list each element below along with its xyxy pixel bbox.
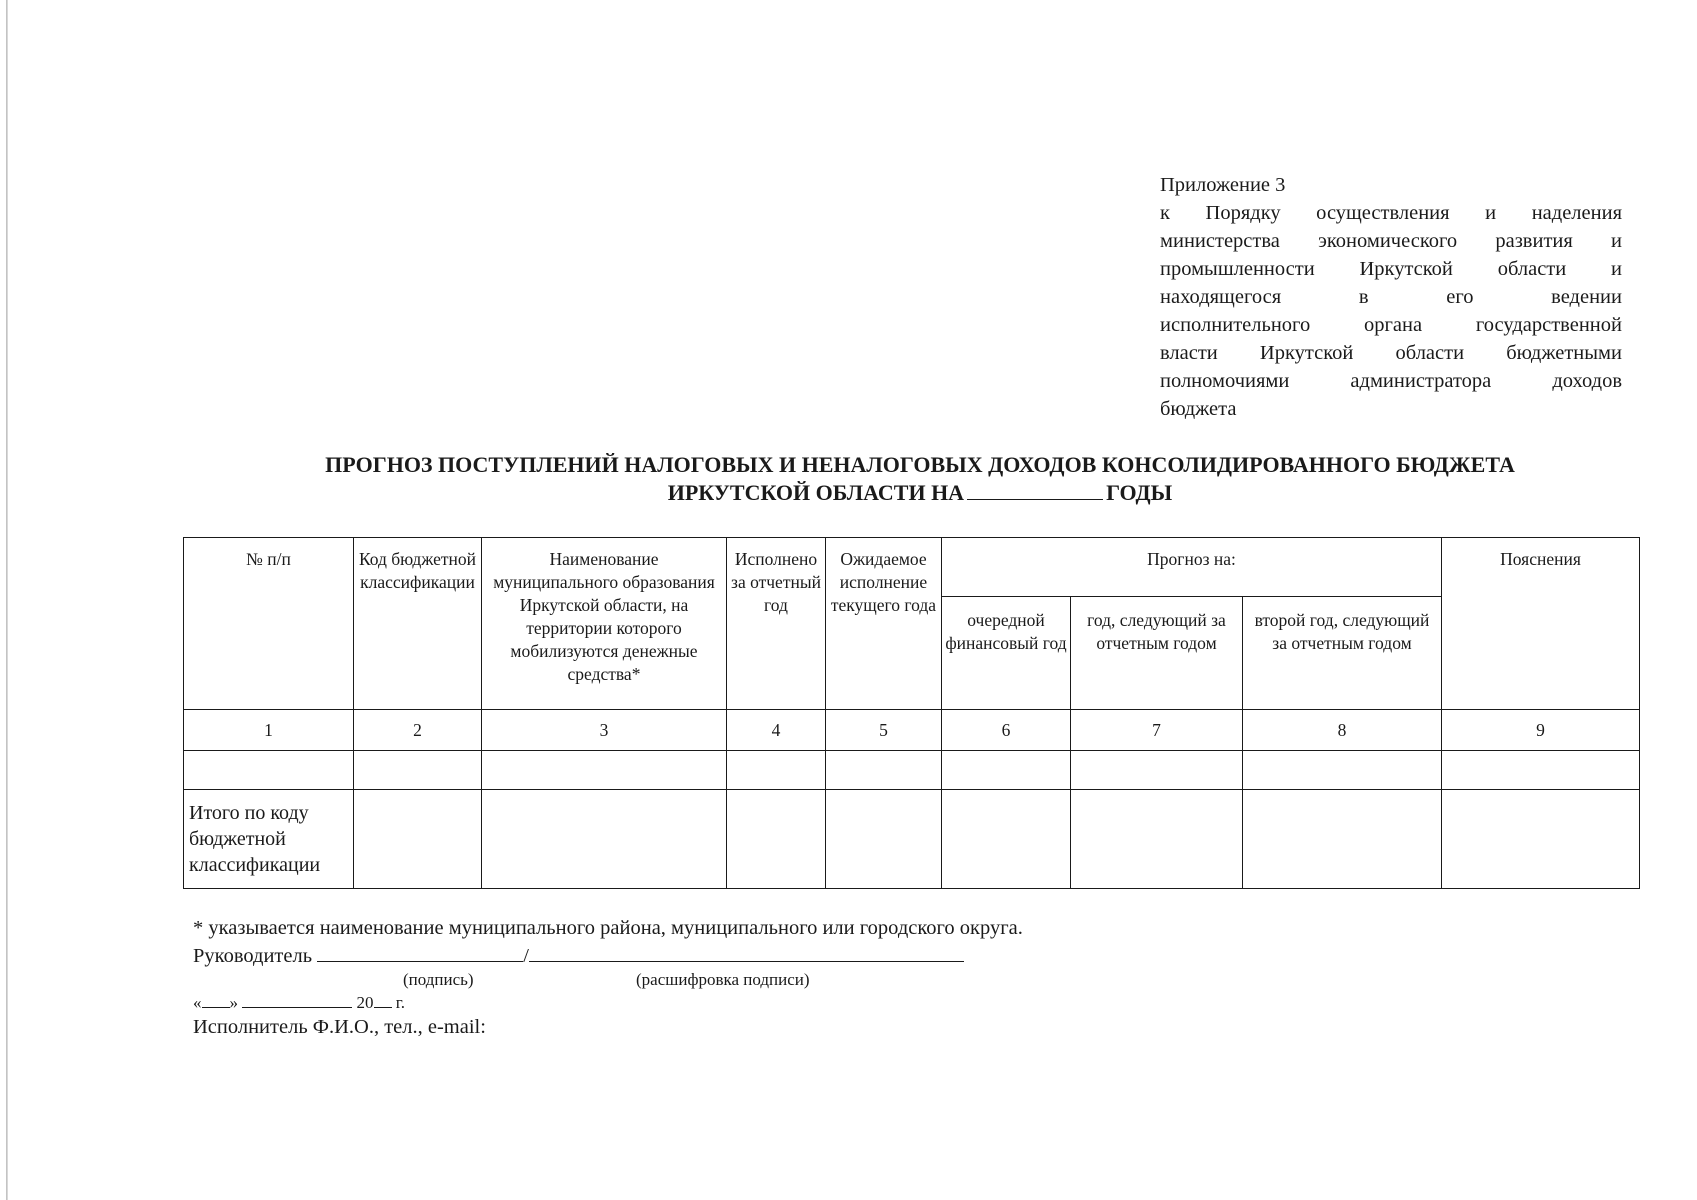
column-number: 4 <box>727 710 826 751</box>
decode-blank <box>529 941 964 962</box>
year-prefix: 20 <box>356 993 374 1012</box>
column-number: 3 <box>482 710 727 751</box>
month-blank <box>242 991 352 1008</box>
signature-slash: / <box>523 945 529 967</box>
header-forecast-year-after: год, следующий за отчетным годом <box>1071 597 1243 710</box>
column-number: 5 <box>826 710 942 751</box>
title-line-2-suffix: ГОДЫ <box>1106 480 1173 505</box>
appendix-block <box>1160 171 1622 423</box>
quote-close: » <box>229 993 238 1012</box>
table-row <box>184 751 1640 790</box>
table-cell <box>1243 790 1442 889</box>
table-cell <box>1071 790 1243 889</box>
column-number: 2 <box>354 710 482 751</box>
signature-caption: (подпись) <box>403 970 474 989</box>
header-name: Наименование муниципального образования Иркутской области, на территории которого мобилизуются денежные средства* <box>482 538 727 710</box>
document-title <box>180 451 1660 507</box>
column-number: 6 <box>942 710 1071 751</box>
date-line <box>193 991 1093 1014</box>
table-cell <box>1442 790 1640 889</box>
appendix-line: находящегося в его ведении <box>1160 286 1622 308</box>
column-number: 1 <box>184 710 354 751</box>
column-number: 9 <box>1442 710 1640 751</box>
header-notes: Пояснения <box>1442 538 1640 710</box>
title-line-2-prefix: ИРКУТСКОЙ ОБЛАСТИ НА <box>667 480 965 505</box>
header-forecast-next-year: очередной финансовый год <box>942 597 1071 710</box>
header-expected: Ожидаемое исполнение текущего года <box>826 538 942 710</box>
table-cell <box>1071 751 1243 790</box>
signature-line <box>193 941 1093 969</box>
header-forecast: Прогноз на: <box>942 538 1442 597</box>
table-cell <box>942 751 1071 790</box>
total-row <box>184 790 1640 889</box>
table-cell <box>727 751 826 790</box>
table-cell <box>482 751 727 790</box>
total-label: Итого по коду бюджетной классификации <box>184 790 354 889</box>
head-label: Руководитель <box>193 945 313 967</box>
header-row <box>184 538 1640 597</box>
table-cell <box>184 751 354 790</box>
day-blank <box>202 991 230 1008</box>
appendix-line: власти Иркутской области бюджетными <box>1160 342 1622 364</box>
appendix-line: министерства экономического развития и <box>1160 230 1622 252</box>
signature-blank <box>317 941 523 962</box>
forecast-table <box>183 537 1640 889</box>
years-blank <box>967 479 1103 500</box>
appendix-line: исполнительного органа государственной <box>1160 314 1622 336</box>
table-cell <box>727 790 826 889</box>
appendix-line: к Порядку осуществления и наделения <box>1160 202 1622 224</box>
appendix-line: промышленности Иркутской области и <box>1160 258 1622 280</box>
year-suffix: г. <box>395 993 406 1012</box>
header-executed: Исполнено за отчетный год <box>727 538 826 710</box>
title-line-2 <box>180 479 1660 507</box>
table-cell <box>826 790 942 889</box>
signature-captions <box>193 969 1093 991</box>
decode-caption: (расшифровка подписи) <box>636 970 810 989</box>
column-number-row <box>184 710 1640 751</box>
quote-open: « <box>193 993 202 1012</box>
appendix-title: Приложение 3 <box>1160 174 1286 196</box>
table-cell <box>482 790 727 889</box>
table-cell <box>1442 751 1640 790</box>
footer-block <box>193 915 1093 1040</box>
footnote: * указывается наименование муниципального района, муниципального или городского округа. <box>193 917 1023 939</box>
table-cell <box>354 751 482 790</box>
header-num: № п/п <box>184 538 354 710</box>
scan-edge <box>6 0 8 1200</box>
table-cell <box>942 790 1071 889</box>
year-blank <box>374 991 392 1008</box>
appendix-line: полномочиями администратора доходов <box>1160 370 1622 392</box>
header-forecast-second-year: второй год, следующий за отчетным годом <box>1243 597 1442 710</box>
table-cell <box>1243 751 1442 790</box>
appendix-line: бюджета <box>1160 398 1237 420</box>
table-cell <box>354 790 482 889</box>
header-code: Код бюджетной классификации <box>354 538 482 710</box>
column-number: 8 <box>1243 710 1442 751</box>
title-line-1: ПРОГНОЗ ПОСТУПЛЕНИЙ НАЛОГОВЫХ И НЕНАЛОГОВЫХ ДОХОДОВ КОНСОЛИДИРОВАННОГО БЮДЖЕТА <box>325 452 1515 477</box>
executor-line: Исполнитель Ф.И.О., тел., e-mail: <box>193 1016 486 1038</box>
column-number: 7 <box>1071 710 1243 751</box>
table-cell <box>826 751 942 790</box>
